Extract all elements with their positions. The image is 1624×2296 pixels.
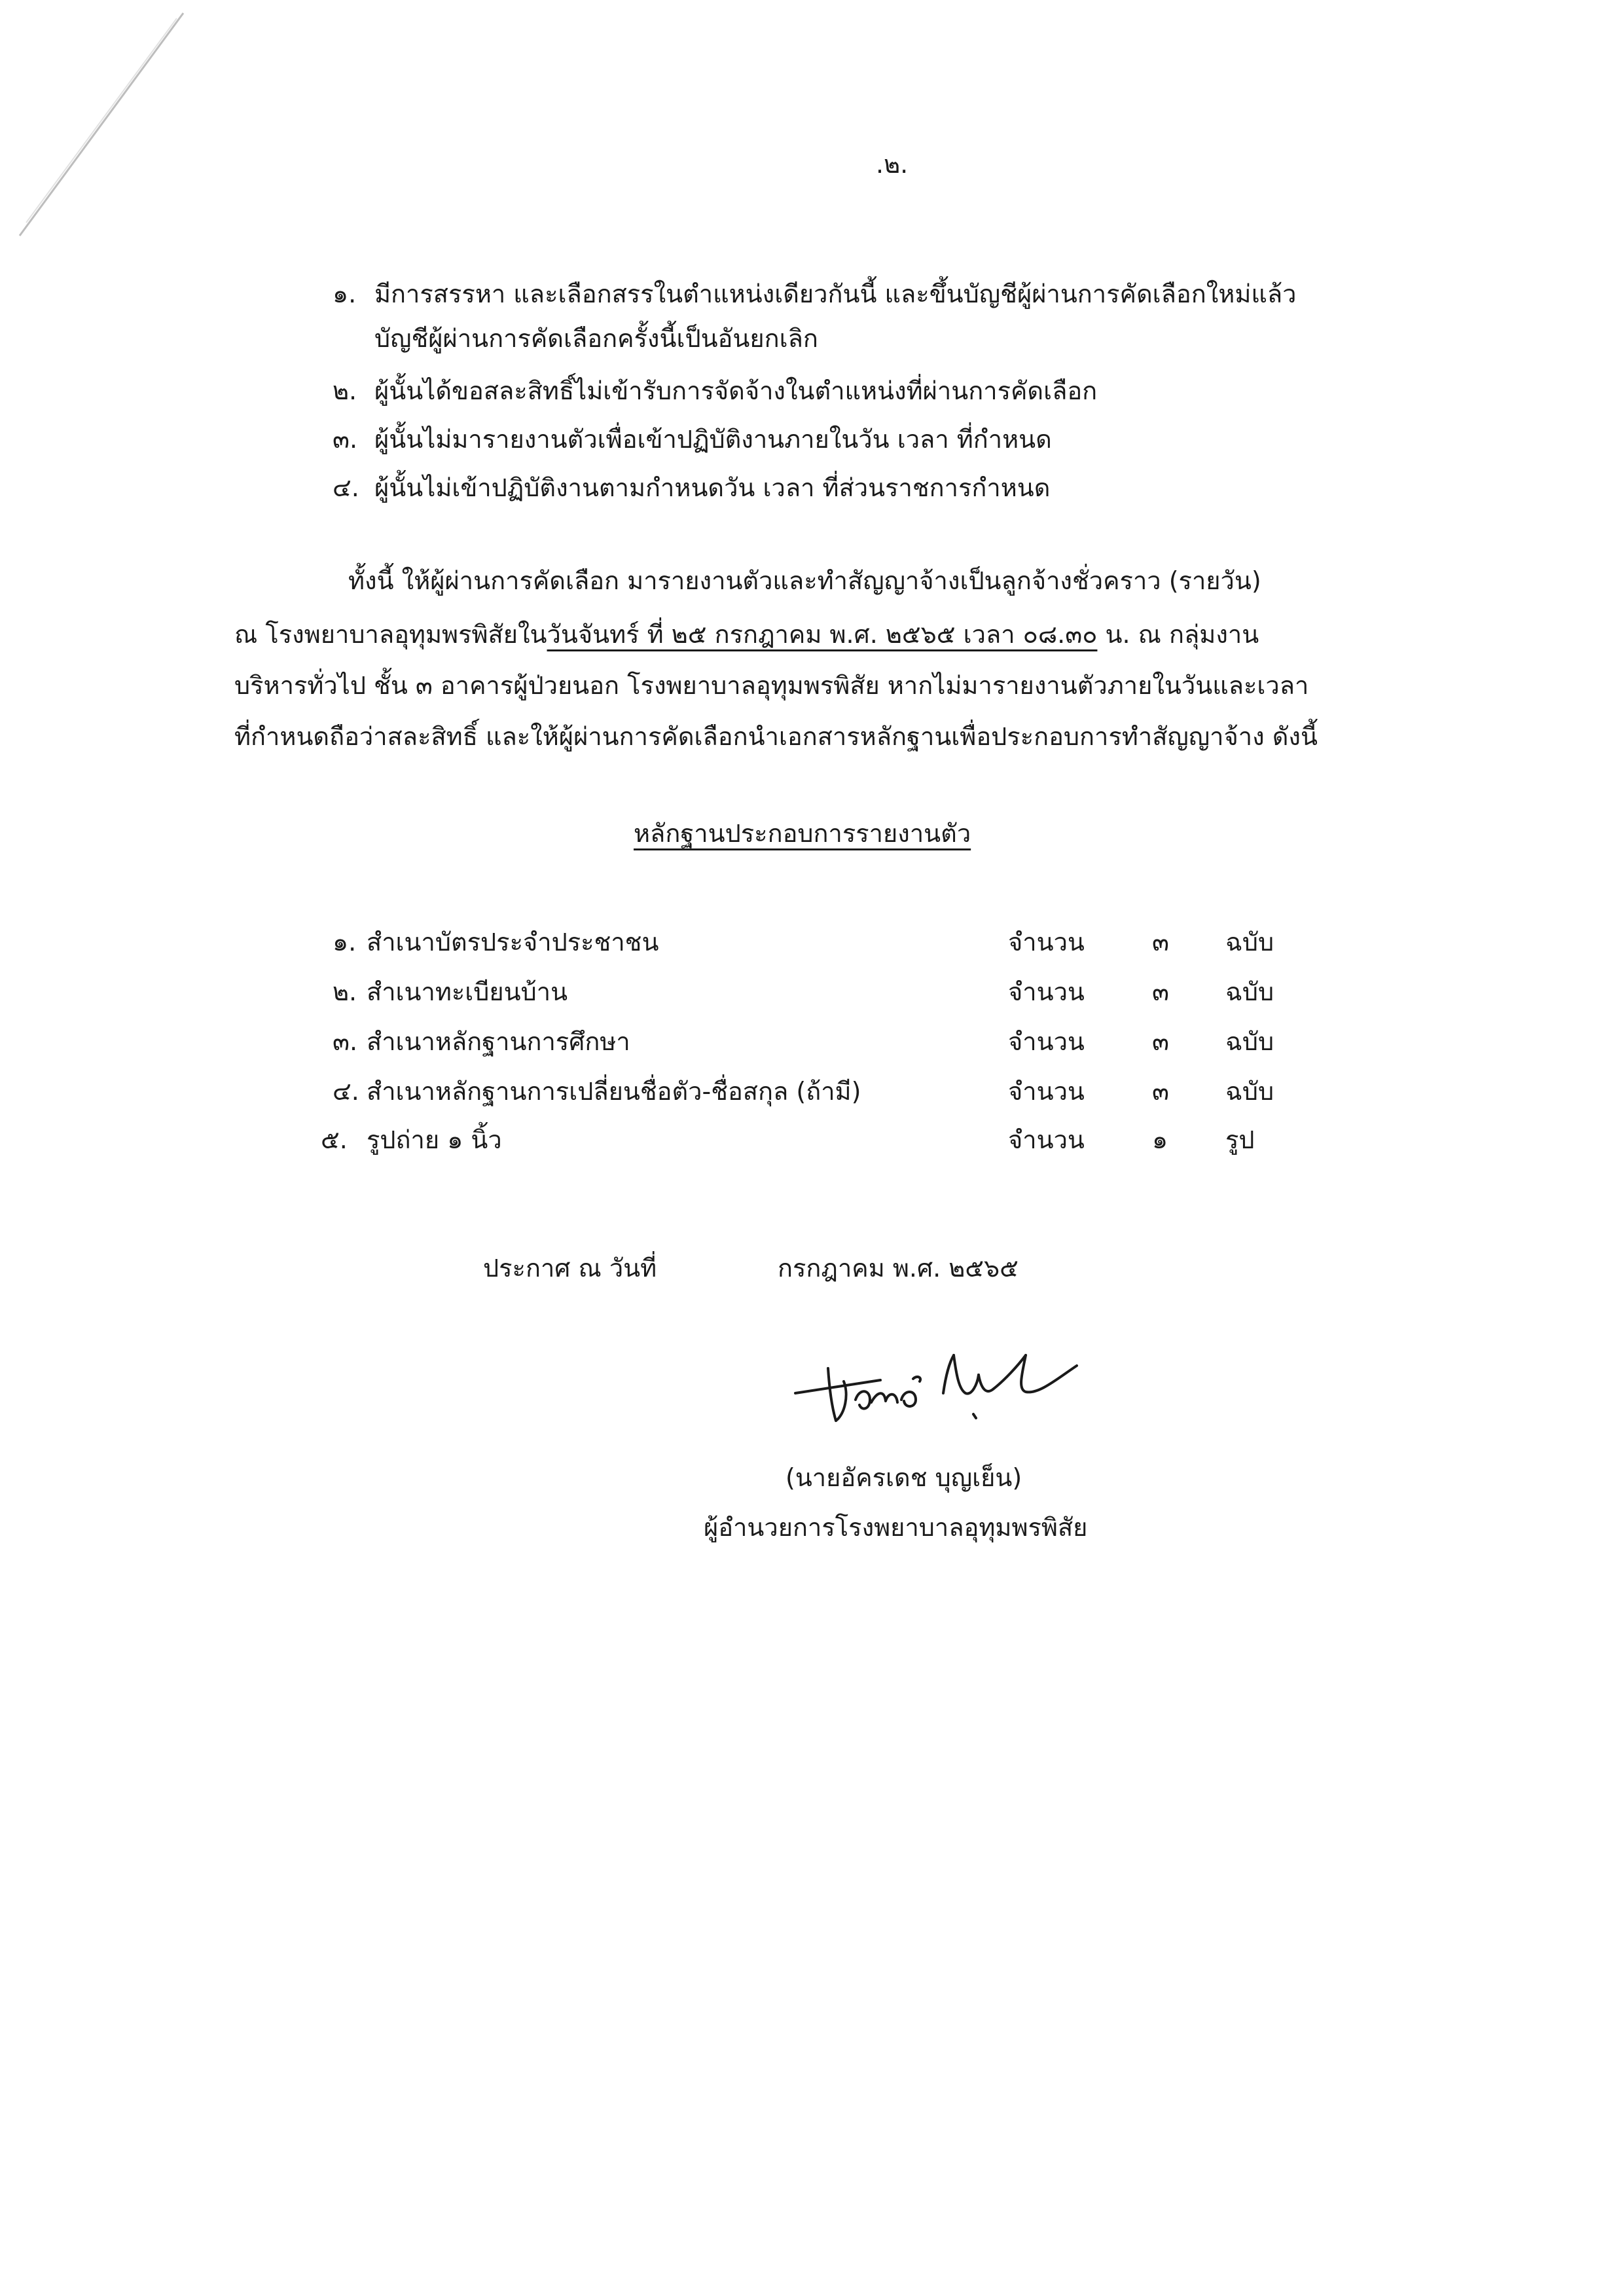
evidence-name: สำเนาทะเบียนบ้าน [367,977,568,1006]
evidence-number: ๒. [333,977,357,1006]
evidence-qty: ๓ [1152,928,1169,957]
evidence-qty: ๑ [1152,1125,1168,1154]
evidence-qty: ๓ [1152,977,1169,1006]
page-number: .๒. [876,150,909,179]
condition-text: ผู้นั้นไม่เข้าปฏิบัติงานตามกำหนดวัน เวลา ที่ส่วนราชการกำหนด [374,473,1051,502]
evidence-qty-label: จำนวน [1008,928,1085,957]
evidence-number: ๔. [333,1077,359,1106]
paragraph-line-start: ณ โรงพยาบาลอุทุมพรพิสัยใน [234,620,547,649]
announcement-month-year: กรกฎาคม พ.ศ. ๒๕๖๕ [778,1254,1019,1283]
evidence-name: รูปถ่าย ๑ นิ้ว [367,1125,502,1154]
evidence-unit: รูป [1225,1125,1255,1154]
paragraph-line: บริหารทั่วไป ชั้น ๓ อาคารผู้ป่วยนอก โรงพยาบาลอุทุมพรพิสัย หากไม่มารายงานตัวภายในวันและเวลา [234,671,1309,700]
evidence-unit: ฉบับ [1225,928,1274,957]
condition-text: ผู้นั้นได้ขอสละสิทธิ์ไม่เข้ารับการจัดจ้างในตำแหน่งที่ผ่านการคัดเลือก [374,376,1098,405]
evidence-qty-label: จำนวน [1008,1077,1085,1106]
evidence-name: สำเนาหลักฐานการเปลี่ยนชื่อตัว-ชื่อสกุล (ถ้ามี) [367,1077,861,1106]
condition-number: ๓. [333,425,358,454]
condition-number: ๒. [333,376,357,405]
signatory-name: (นายอัครเดช บุญเย็น) [785,1463,1022,1492]
paragraph-line: ที่กำหนดถือว่าสละสิทธิ์ และให้ผู้ผ่านการคัดเลือกนำเอกสารหลักฐานเพื่อประกอบการทำสัญญาจ้าง ดังนี้ [234,722,1318,751]
evidence-name: สำเนาบัตรประจำประชาชน [367,928,659,957]
evidence-qty-label: จำนวน [1008,1125,1085,1154]
signatory-position: ผู้อำนวยการโรงพยาบาลอุทุมพรพิสัย [704,1513,1088,1542]
evidence-qty-label: จำนวน [1008,977,1085,1006]
evidence-qty-label: จำนวน [1008,1027,1085,1056]
evidence-qty: ๓ [1152,1027,1169,1056]
handwritten-signature [782,1316,1090,1434]
evidence-number: ๓. [333,1027,358,1056]
evidence-number: ๑. [333,928,357,957]
paragraph-line: ทั้งนี้ ให้ผู้ผ่านการคัดเลือก มารายงานตัวและทำสัญญาจ้างเป็นลูกจ้างชั่วคราว (รายวัน) [348,566,1261,595]
announcement-prefix: ประกาศ ณ วันที่ [483,1254,657,1283]
report-date: วันจันทร์ ที่ ๒๕ กรกฎาคม พ.ศ. ๒๕๖๕ เวลา ๐๘.๓๐ [547,620,1098,649]
evidence-name: สำเนาหลักฐานการศึกษา [367,1027,630,1056]
condition-text: ผู้นั้นไม่มารายงานตัวเพื่อเข้าปฏิบัติงานภายในวัน เวลา ที่กำหนด [374,425,1052,454]
evidence-unit: ฉบับ [1225,977,1274,1006]
condition-text: มีการสรรหา และเลือกสรรในตำแหน่งเดียวกันนี้ และขึ้นบัญชีผู้ผ่านการคัดเลือกใหม่แล้ว [374,280,1297,308]
condition-number: ๑. [333,280,357,308]
paragraph-line [234,622,1259,647]
evidence-heading: หลักฐานประกอบการรายงานตัว [634,819,971,848]
paragraph-line-end: น. ณ กลุ่มงาน [1097,620,1259,649]
evidence-unit: ฉบับ [1225,1027,1274,1056]
evidence-number: ๕. [321,1125,348,1154]
evidence-qty: ๓ [1152,1077,1169,1106]
evidence-unit: ฉบับ [1225,1077,1274,1106]
condition-number: ๔. [333,473,359,502]
scan-artifact-line [0,0,196,249]
condition-text-continued: บัญชีผู้ผ่านการคัดเลือกครั้งนี้เป็นอันยกเลิก [374,324,818,353]
